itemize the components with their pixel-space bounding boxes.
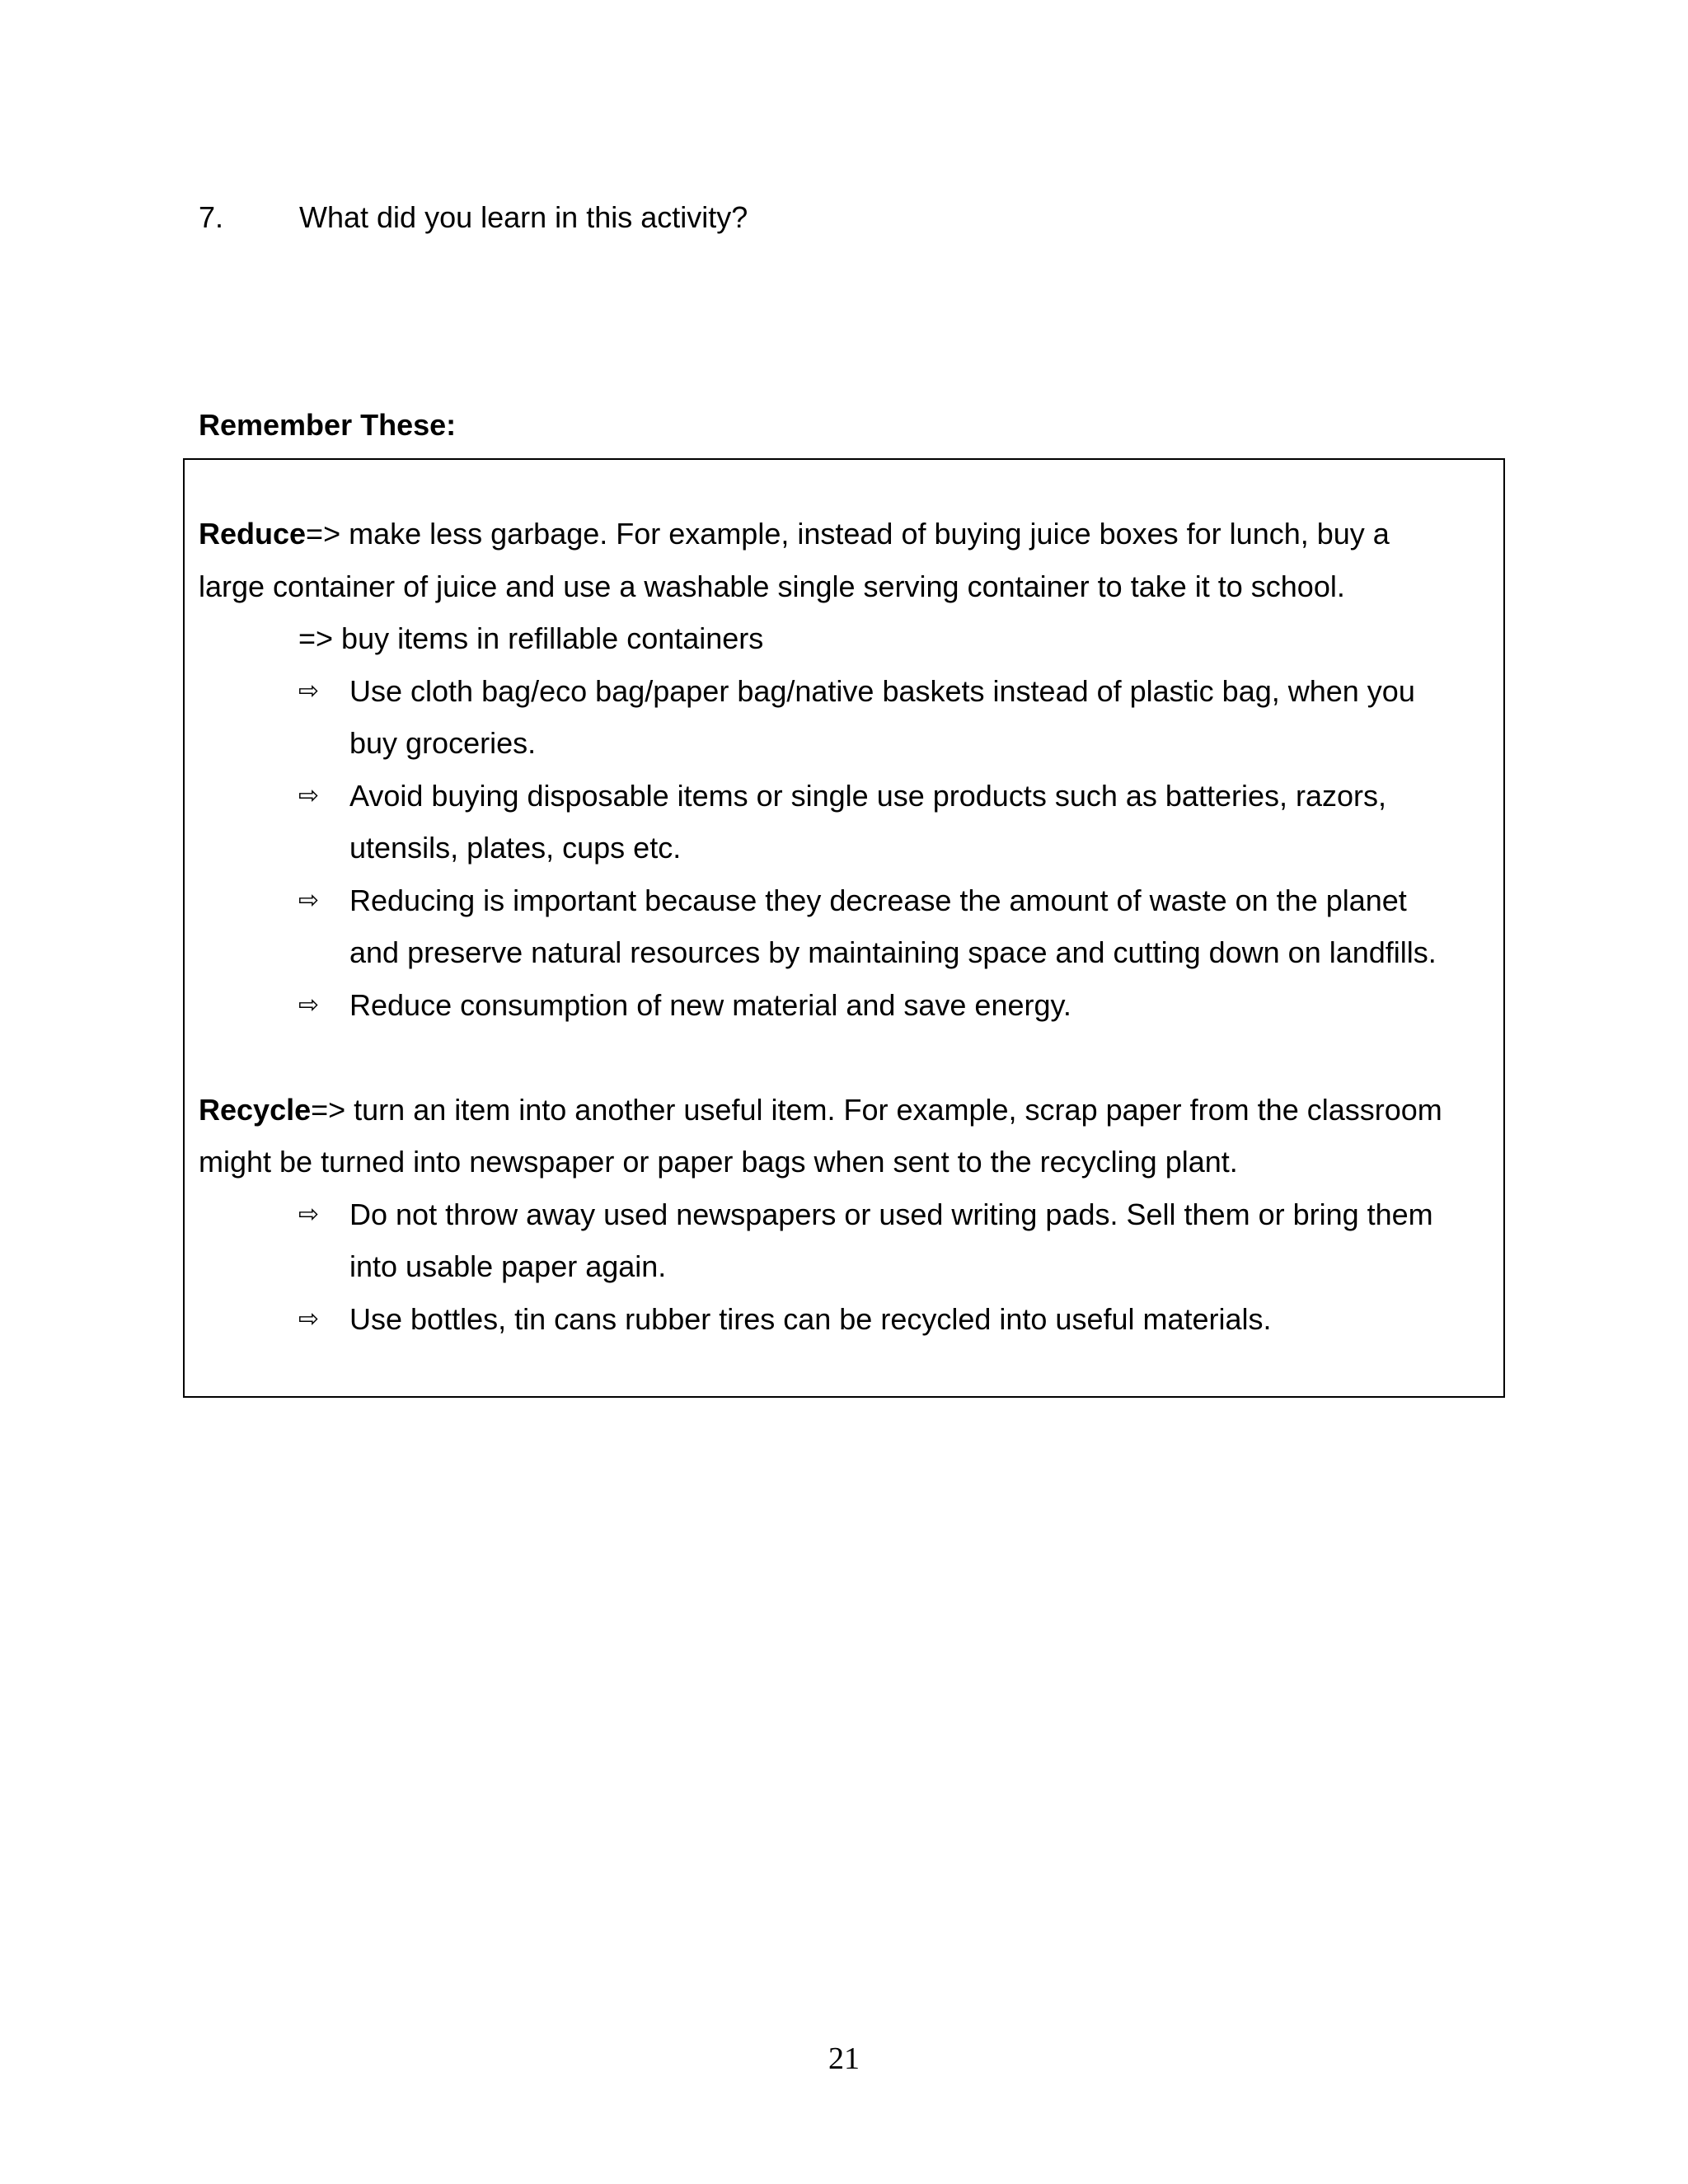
recycle-definition-line-1 [199, 1084, 1493, 1137]
reduce-term: Reduce [199, 517, 307, 551]
reduce-bullet-2 [199, 770, 1493, 874]
remember-heading: Remember These: [199, 408, 457, 442]
reduce-bullet-3 [199, 874, 1493, 979]
reduce-bullet-3-line-2: and preserve natural resources by maintaining space and cutting down on landfills. [349, 935, 1437, 969]
reduce-bullet-1-line-2: buy groceries. [349, 726, 537, 760]
recycle-definition-text-1: => turn an item into another useful item. For example, scrap paper from the classroom [311, 1092, 1442, 1127]
recycle-bullet-1-line-1: Do not throw away used newspapers or used writing pads. Sell them or bring them [349, 1197, 1433, 1231]
recycle-bullet-list [199, 1188, 1493, 1346]
page-number: 21 [828, 2041, 860, 2076]
reduce-bullet-2-line-2: utensils, plates, cups etc. [349, 831, 682, 865]
reduce-bullet-1-line-1: Use cloth bag/eco bag/paper bag/native baskets instead of plastic bag, when you [349, 673, 1415, 708]
arrow-bullet-icon: ⇨ [298, 1304, 320, 1333]
reduce-refill-line: => buy items in refillable containers [298, 621, 764, 655]
arrow-bullet-icon: ⇨ [298, 676, 320, 705]
question-text: What did you learn in this activity? [299, 200, 748, 234]
reduce-definition-line-1 [199, 508, 1493, 560]
arrow-bullet-icon: ⇨ [298, 1199, 320, 1229]
reduce-bullet-4 [199, 979, 1493, 1032]
reduce-bullet-1 [199, 665, 1493, 770]
arrow-bullet-icon: ⇨ [298, 885, 320, 915]
reduce-bullet-list [199, 665, 1493, 1032]
remember-box [183, 458, 1505, 1398]
section-spacer [199, 1031, 1493, 1084]
recycle-bullet-2-line-1: Use bottles, tin cans rubber tires can be recycled into useful materials. [349, 1301, 1272, 1336]
recycle-definition-line-2: might be turned into newspaper or paper bags when sent to the recycling plant. [199, 1145, 1238, 1179]
recycle-bullet-2 [199, 1293, 1493, 1346]
reduce-definition-text-1: => make less garbage. For example, instead of buying juice boxes for lunch, buy a [306, 517, 1390, 551]
recycle-bullet-1 [199, 1188, 1493, 1293]
arrow-bullet-icon: ⇨ [298, 990, 320, 1019]
question-7 [199, 199, 748, 236]
question-number: 7. [199, 200, 224, 234]
reduce-definition-line-2: large container of juice and use a washable single serving container to take it to school. [199, 569, 1345, 603]
recycle-term: Recycle [199, 1092, 312, 1127]
recycle-bullet-1-line-2: into usable paper again. [349, 1249, 667, 1283]
arrow-bullet-icon: ⇨ [298, 780, 320, 810]
reduce-bullet-4-line-1: Reduce consumption of new material and save energy. [349, 987, 1071, 1022]
reduce-bullet-3-line-1: Reducing is important because they decrease the amount of waste on the planet [349, 883, 1407, 917]
reduce-bullet-2-line-1: Avoid buying disposable items or single use products such as batteries, razors, [349, 778, 1386, 813]
remember-box-content [199, 508, 1493, 1345]
